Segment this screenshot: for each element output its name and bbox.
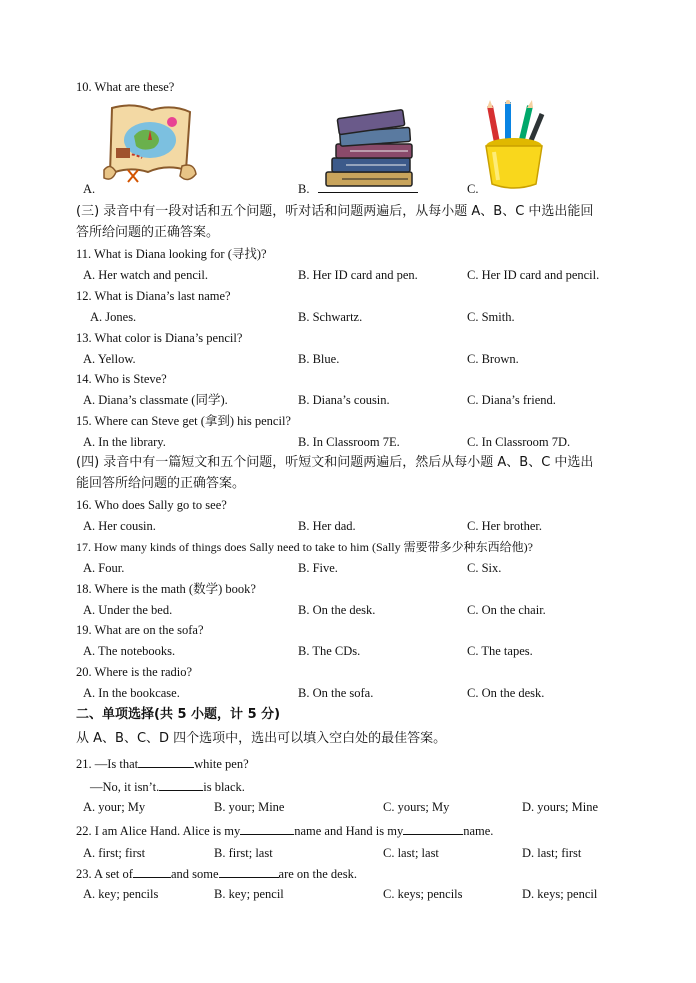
q15-option-b: B. In Classroom 7E. (298, 435, 400, 449)
q18-option-a: A. Under the bed. (83, 603, 173, 617)
q16-option-b: B. Her dad. (298, 519, 356, 533)
section-3-instruction-line2: 答所给问题的正确答案。 (76, 225, 220, 240)
question-13: 13. What color is Diana’s pencil? (76, 331, 243, 345)
q20-option-a: A. In the bookcase. (83, 686, 180, 700)
question-22 (76, 822, 493, 839)
q22-option-c: C. last; last (383, 846, 439, 860)
q10-b-underline (318, 192, 418, 193)
q17-option-c: C. Six. (467, 561, 502, 575)
question-15: 15. Where can Steve get (拿到) his pencil? (76, 414, 291, 428)
question-12: 12. What is Diana’s last name? (76, 289, 231, 303)
q22-text-2: name and Hand is my (294, 824, 404, 838)
q17-option-b: B. Five. (298, 561, 338, 575)
q14-option-c: C. Diana’s friend. (467, 393, 556, 407)
question-14: 14. Who is Steve? (76, 372, 167, 386)
q10-option-a: A. (83, 182, 96, 196)
q16-option-a: A. Her cousin. (83, 519, 156, 533)
q21-text-2: white pen? (194, 757, 249, 771)
q20-option-c: C. On the desk. (467, 686, 545, 700)
question-17: 17. How many kinds of things does Sally need to take to him (Sally 需要带多少种东西给他)? (76, 540, 533, 554)
q18-option-c: C. On the chair. (467, 603, 546, 617)
q22-option-b: B. first; last (214, 846, 273, 860)
q19-option-a: A. The notebooks. (83, 644, 176, 658)
q23-option-a: A. key; pencils (83, 887, 159, 901)
question-19: 19. What are on the sofa? (76, 623, 204, 637)
books-stack-icon (322, 106, 418, 192)
q19-option-c: C. The tapes. (467, 644, 533, 658)
q11-option-b: B. Her ID card and pen. (298, 268, 418, 282)
q10-option-b: B. (298, 182, 310, 196)
q21-option-d: D. yours; Mine (522, 800, 599, 814)
q11-option-c: C. Her ID card and pencil. (467, 268, 600, 282)
q22-text-3: name. (463, 824, 494, 838)
section-4-instruction-line1: (四) 录音中有一篇短文和五个问题，听短文和问题两遍后，然后从每小题 A、B、C 中选出 (76, 455, 594, 470)
q21-text-3: —No, it isn’t. (90, 780, 160, 794)
q21-blank-2 (159, 778, 203, 791)
q15-option-c: C. In Classroom 7D. (467, 435, 571, 449)
q17-option-a: A. Four. (83, 561, 125, 575)
q11-option-a: A. Her watch and pencil. (83, 268, 208, 282)
part-2-title: 二、单项选择(共 5 小题，计 5 分) (76, 707, 281, 722)
section-3-instruction-line1: (三) 录音中有一段对话和五个问题，听对话和问题两遍后，从每小题 A、B、C 中选出能回 (76, 204, 594, 219)
q12-option-a: A. Jones. (90, 310, 137, 324)
q14-option-a: A. Diana’s classmate (同学). (83, 393, 228, 407)
section-4-instruction-line2: 能回答所给问题的正确答案。 (76, 476, 246, 491)
q23-option-b: B. key; pencil (214, 887, 284, 901)
q20-option-b: B. On the sofa. (298, 686, 374, 700)
q13-option-a: A. Yellow. (83, 352, 136, 366)
question-10: 10. What are these? (76, 80, 175, 94)
q19-option-b: B. The CDs. (298, 644, 361, 658)
q23-blank-1 (133, 865, 171, 878)
q13-option-c: C. Brown. (467, 352, 519, 366)
q23-blank-2 (219, 865, 279, 878)
q10-option-c: C. (467, 182, 479, 196)
question-11: 11. What is Diana looking for (寻找)? (76, 247, 267, 261)
part-2-instruction: 从 A、B、C、D 四个选项中，选出可以填入空白处的最佳答案。 (76, 731, 447, 746)
q21-blank-1 (138, 755, 194, 768)
q12-option-c: C. Smith. (467, 310, 515, 324)
question-18: 18. Where is the math (数学) book? (76, 582, 256, 596)
q22-blank-2 (403, 822, 463, 835)
q21-option-c: C. yours; My (383, 800, 450, 814)
treasure-map-icon (102, 100, 198, 186)
q22-text-1: 22. I am Alice Hand. Alice is my (76, 824, 241, 838)
q14-option-b: B. Diana’s cousin. (298, 393, 390, 407)
q15-option-a: A. In the library. (83, 435, 166, 449)
question-16: 16. Who does Sally go to see? (76, 498, 227, 512)
question-21-line1 (76, 755, 249, 772)
q23-text-3: are on the desk. (278, 867, 357, 881)
question-20: 20. Where is the radio? (76, 665, 193, 679)
q16-option-c: C. Her brother. (467, 519, 542, 533)
q21-option-a: A. your; My (83, 800, 146, 814)
q23-text-1: 23. A set of (76, 867, 133, 881)
pencil-cup-icon (478, 100, 550, 192)
q21-text-4: is black. (203, 780, 245, 794)
q21-text-1: 21. —Is that (76, 757, 139, 771)
q21-option-b: B. your; Mine (214, 800, 285, 814)
q12-option-b: B. Schwartz. (298, 310, 363, 324)
q22-blank-1 (240, 822, 294, 835)
q23-text-2: and some (170, 867, 219, 881)
question-21-line2 (90, 778, 245, 795)
q23-option-c: C. keys; pencils (383, 887, 463, 901)
q18-option-b: B. On the desk. (298, 603, 376, 617)
question-23 (76, 865, 357, 882)
q23-option-d: D. keys; pencil (522, 887, 598, 901)
q22-option-d: D. last; first (522, 846, 582, 860)
q13-option-b: B. Blue. (298, 352, 340, 366)
q22-option-a: A. first; first (83, 846, 146, 860)
